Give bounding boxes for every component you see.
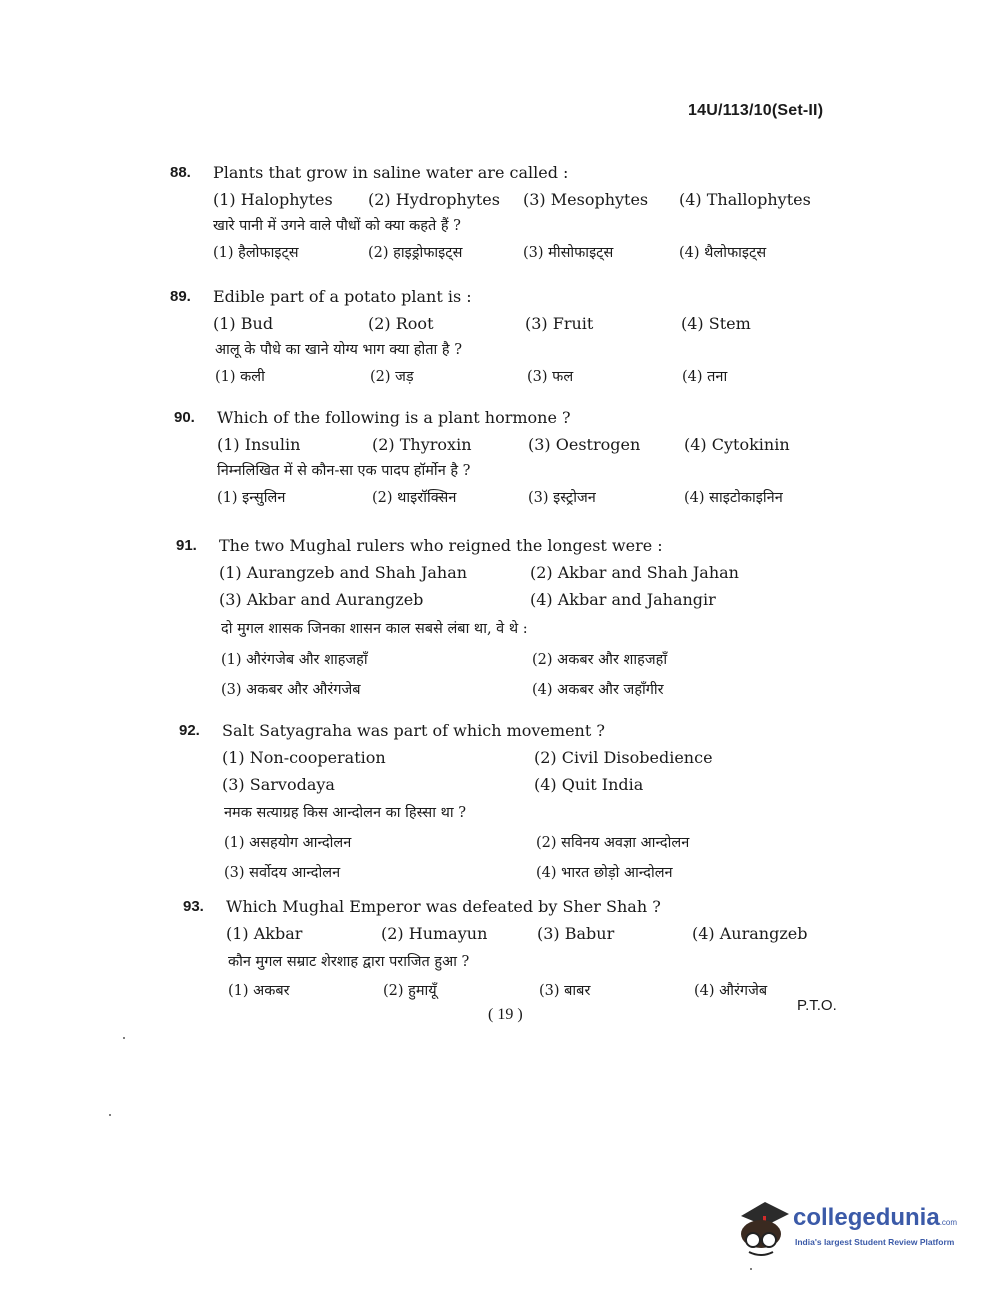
logo-tagline: India's largest Student Review Platform	[795, 1237, 955, 1247]
option-1-hi: (1) औरंगजेब और शाहजहाँ	[221, 652, 368, 668]
question-number: 89.	[170, 288, 191, 305]
option-2-en: (2) Hydrophytes	[368, 190, 500, 209]
scan-speck	[750, 1268, 752, 1270]
question-91	[176, 533, 836, 705]
option-2-en: (2) Akbar and Shah Jahan	[530, 563, 739, 582]
question-number: 93.	[183, 898, 204, 915]
question-text-en: Plants that grow in saline water are called :	[213, 163, 569, 182]
option-1-en: (1) Halophytes	[213, 190, 333, 209]
option-3-en: (3) Oestrogen	[528, 435, 641, 454]
question-number: 91.	[176, 537, 197, 554]
paper-code: 14U/113/10(Set-II)	[688, 102, 824, 119]
question-text-hi: कौन मुगल सम्राट शेरशाह द्वारा पराजित हुआ ?	[228, 954, 470, 970]
question-text-en: Which of the following is a plant hormone ?	[217, 408, 571, 427]
option-3-hi: (3) इस्ट्रोजन	[528, 490, 596, 506]
option-1-en: (1) Bud	[213, 314, 274, 333]
question-text-hi: नमक सत्याग्रह किस आन्दोलन का हिस्सा था ?	[224, 805, 466, 821]
option-1-hi: (1) हैलोफाइट्स	[213, 245, 299, 261]
option-4-hi: (4) साइटोकाइनिन	[684, 490, 783, 506]
mascot-icon	[735, 1196, 793, 1260]
option-2-hi: (2) सविनय अवज्ञा आन्दोलन	[536, 835, 690, 851]
option-4-hi: (4) थैलोफाइट्स	[679, 245, 767, 261]
option-4-en: (4) Aurangzeb	[692, 924, 808, 943]
option-3-en: (3) Babur	[537, 924, 615, 943]
option-3-hi: (3) अकबर और औरंगजेब	[221, 682, 361, 698]
option-2-hi: (2) थाइरॉक्सिन	[372, 490, 457, 506]
option-4-en: (4) Akbar and Jahangir	[530, 590, 716, 609]
question-89	[170, 284, 830, 391]
option-2-en: (2) Civil Disobedience	[534, 748, 713, 767]
question-90	[174, 405, 834, 512]
option-4-en: (4) Stem	[681, 314, 751, 333]
option-2-hi: (2) जड़	[370, 369, 414, 385]
option-1-hi: (1) अकबर	[228, 983, 290, 999]
question-number: 92.	[179, 722, 200, 739]
question-number: 90.	[174, 409, 195, 426]
option-1-hi: (1) कली	[215, 369, 265, 385]
option-2-hi: (2) अकबर और शाहजहाँ	[532, 652, 668, 668]
question-text-en: Which Mughal Emperor was defeated by Sher Shah ?	[226, 897, 661, 916]
option-1-en: (1) Non-cooperation	[222, 748, 386, 767]
logo-suffix: .com	[939, 1218, 958, 1227]
option-2-hi: (2) हाइड्रोफाइट्स	[368, 245, 463, 261]
question-text-en: The two Mughal rulers who reigned the longest were :	[219, 536, 663, 555]
option-3-hi: (3) मीसोफाइट्स	[523, 245, 614, 261]
page-number: ( 19 )	[488, 1006, 523, 1023]
question-text-hi: दो मुगल शासक जिनका शासन काल सबसे लंबा था, वे थे :	[221, 621, 528, 637]
option-3-hi: (3) सर्वोदय आन्दोलन	[224, 865, 341, 881]
option-4-hi: (4) तना	[682, 369, 728, 385]
option-3-en: (3) Fruit	[525, 314, 594, 333]
question-88	[170, 160, 830, 267]
question-92	[179, 718, 839, 888]
option-2-en: (2) Humayun	[381, 924, 488, 943]
collegedunia-logo	[735, 1196, 965, 1260]
scan-speck	[109, 1114, 111, 1116]
option-4-en: (4) Thallophytes	[679, 190, 811, 209]
question-text-en: Edible part of a potato plant is :	[213, 287, 472, 306]
option-3-en: (3) Sarvodaya	[222, 775, 335, 794]
option-1-en: (1) Akbar	[226, 924, 303, 943]
scan-speck	[123, 1037, 125, 1039]
option-3-en: (3) Mesophytes	[523, 190, 649, 209]
question-text-hi: खारे पानी में उगने वाले पौधों को क्या कहते हैं ?	[213, 218, 461, 234]
option-1-en: (1) Aurangzeb and Shah Jahan	[219, 563, 468, 582]
option-2-hi: (2) हुमायूँ	[383, 983, 437, 999]
question-text-en: Salt Satyagraha was part of which movement ?	[222, 721, 605, 740]
option-3-en: (3) Akbar and Aurangzeb	[219, 590, 424, 609]
question-number: 88.	[170, 164, 191, 181]
question-93	[183, 894, 843, 1005]
option-4-hi: (4) भारत छोड़ो आन्दोलन	[536, 865, 673, 881]
option-4-hi: (4) औरंगजेब	[694, 983, 768, 999]
option-4-en: (4) Quit India	[534, 775, 644, 794]
option-2-en: (2) Root	[368, 314, 434, 333]
question-text-hi: निम्नलिखित में से कौन-सा एक पादप हॉर्मोन है ?	[217, 463, 471, 479]
option-3-hi: (3) फल	[527, 369, 574, 385]
option-1-hi: (1) इन्सुलिन	[217, 490, 286, 506]
option-1-en: (1) Insulin	[217, 435, 301, 454]
option-4-en: (4) Cytokinin	[684, 435, 790, 454]
pto-label: P.T.O.	[797, 997, 837, 1014]
question-text-hi: आलू के पौधे का खाने योग्य भाग क्या होता है ?	[215, 342, 462, 358]
logo-wordmark: collegedunia.com	[793, 1204, 958, 1231]
option-2-en: (2) Thyroxin	[372, 435, 472, 454]
option-1-hi: (1) असहयोग आन्दोलन	[224, 835, 352, 851]
option-3-hi: (3) बाबर	[539, 983, 591, 999]
option-4-hi: (4) अकबर और जहाँगीर	[532, 682, 664, 698]
